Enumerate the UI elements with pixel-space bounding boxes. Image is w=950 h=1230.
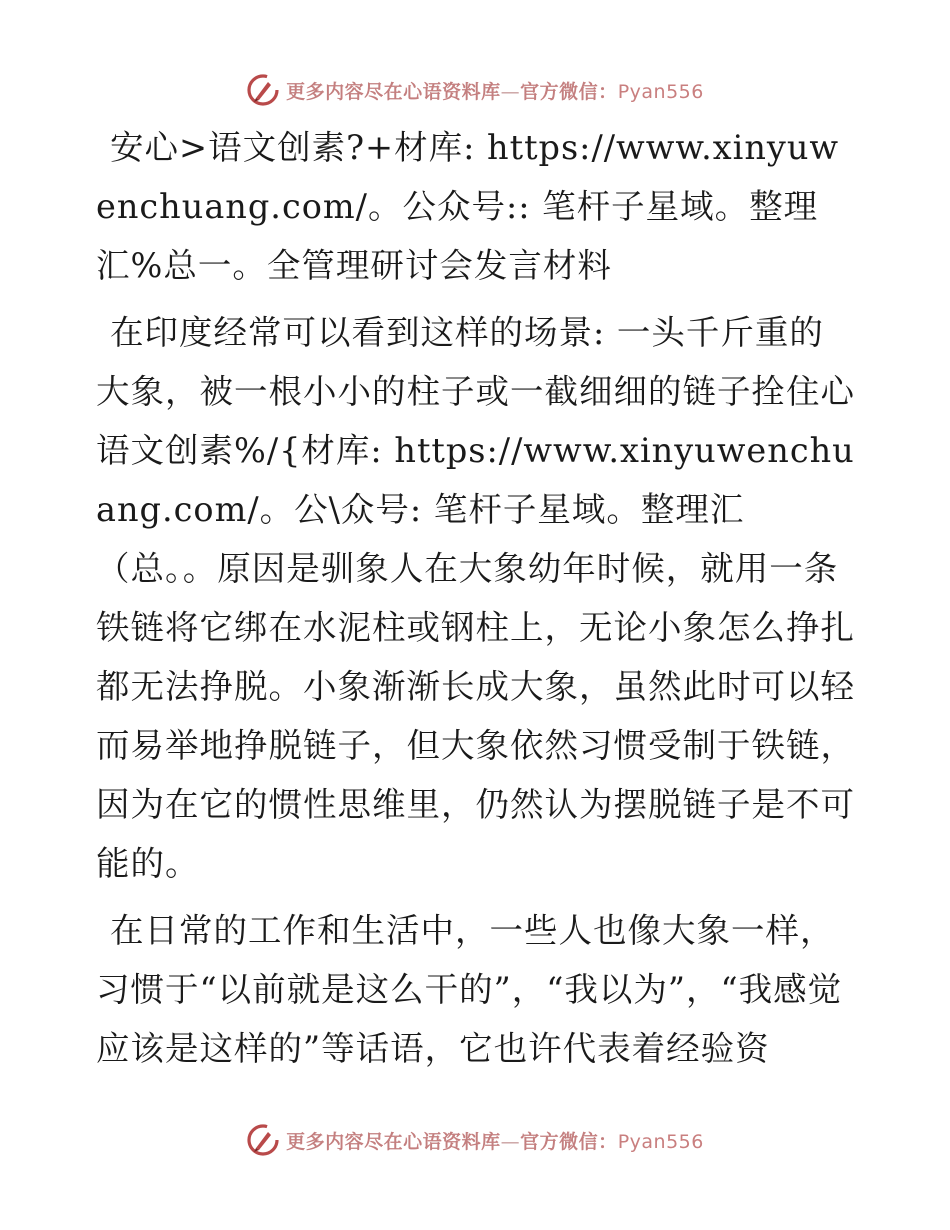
quill-pen-logo-icon	[246, 1123, 280, 1157]
paragraph-2: 在印度经常可以看到这样的场景: 一头千斤重的大象，被一根小小的柱子或一截细细的链子拴住心语文创素%/{材库: https://www.xinyuwenchuang.com/。公\众号: 笔杆子星域。整理汇（总。。原因是驯象人在大象幼年时候，就用一条铁链将它绑在水泥柱或钢柱上，无论小象怎么挣扎都无法挣脱。小象渐渐长成大象，虽然此时可以轻而易举地挣脱链子，但大象依然习惯受制于铁链，因为在它的惯性思维里，仍然认为摆脱链子是不可能的。	[96, 313, 855, 883]
footer-banner	[0, 1120, 950, 1160]
banner-wechat-label: 官方微信：	[520, 80, 618, 103]
header-banner	[0, 70, 950, 110]
banner-wechat-id: Pyan556	[617, 80, 704, 103]
banner-separator: —	[500, 1130, 521, 1153]
banner-wechat-label: 官方微信：	[520, 1130, 618, 1153]
banner-text	[286, 77, 704, 104]
banner-site-text: 更多内容尽在心语资料库	[286, 1130, 501, 1153]
banner-wechat-id: Pyan556	[617, 1130, 704, 1153]
paragraph-3: 在日常的工作和生活中，一些人也像大象一样，习惯于“以前就是这么干的”，“我以为”，“我感觉应该是这样的”等话语，它也许代表着经验资	[96, 911, 843, 1068]
paragraph-1: 安心>语文创素?+材库: https://www.xinyuwenchuang.com/。公众号:: 笔杆子星域。整理汇%总一。全管理研讨会发言材料	[96, 128, 840, 285]
banner-site-text: 更多内容尽在心语资料库	[286, 80, 501, 103]
banner-text	[286, 1127, 704, 1154]
quill-pen-logo-icon	[246, 73, 280, 107]
banner-separator: —	[500, 80, 521, 103]
document-body	[96, 118, 856, 1086]
